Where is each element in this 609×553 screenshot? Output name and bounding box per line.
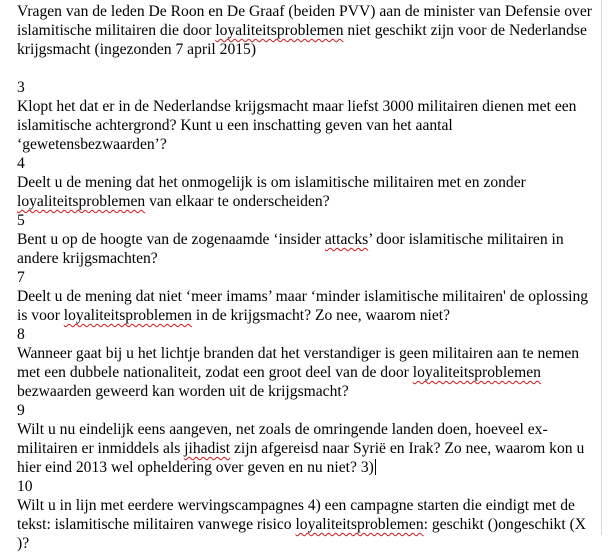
question-text-part: : geschikt ()ongeschikt (X )? — [17, 516, 587, 552]
spelling-error-word[interactable]: loyaliteitsproblemen — [412, 364, 541, 381]
question-text — [17, 230, 601, 268]
question-number: 10 — [17, 478, 33, 495]
question-text — [17, 173, 601, 211]
question-number: 8 — [17, 326, 25, 343]
spelling-error-word[interactable]: loyaliteitsproblemen — [17, 193, 146, 210]
spelling-error-word[interactable]: attacks — [324, 231, 369, 248]
question-text — [17, 420, 601, 477]
question-number: 9 — [17, 402, 25, 419]
spelling-error-word[interactable]: loyaliteitsproblemen — [215, 22, 344, 39]
question-text — [17, 496, 601, 553]
spelling-error-word[interactable]: loyaliteitsproblemen — [63, 307, 192, 324]
question-number: 5 — [17, 212, 25, 229]
question-text-part: bezwaarden geweerd kan worden uit de krijgsmacht? — [17, 383, 349, 400]
question-number: 4 — [17, 155, 25, 172]
question-text: Klopt het dat er in de Nederlandse krijgsmacht maar liefst 3000 militairen dienen met een islamitische achtergrond? Kunt u een inschatting geven van het aantal ‘gewetensbezwaarden’? — [17, 98, 577, 153]
question-text-part: Wilt u in lijn met eerdere wervingscampagnes 4) een campagne starten die eindigt met de tekst: islamitische militairen vanwege risico — [17, 497, 575, 533]
document-body[interactable] — [17, 2, 601, 553]
question-text-part: ’ door islamitische militairen in andere krijgsmachten? — [17, 231, 564, 267]
question-text-part: Wanneer gaat bij u het lichtje branden dat het verstandiger is geen militairen aan te nemen met een dubbele nationaliteit, zodat een groot deel van de door — [17, 345, 580, 381]
document-intro — [17, 2, 601, 59]
intro-text-part1: Vragen van de leden De Roon en De Graaf (beiden PVV) aan de minister van Defensie over islamitische militairen die door — [17, 3, 592, 39]
question-text — [17, 287, 601, 325]
question-text-part: Deelt u de mening dat niet ‘meer imams’ maar ‘minder islamitische militairen' de oplossing is voor — [17, 288, 589, 324]
page-edge-divider — [601, 0, 602, 535]
question-text-part: Bent u op de hoogte van de zogenaamde ‘insider — [17, 231, 325, 248]
question-text-part: van elkaar te onderscheiden? — [145, 193, 330, 210]
blank-line — [17, 59, 601, 78]
text-cursor — [375, 459, 376, 475]
intro-text-part2: niet geschikt zijn voor de Nederlandse krijgsmacht (ingezonden 7 april 2015) — [17, 22, 587, 58]
spelling-error-word[interactable]: jihadist — [184, 440, 231, 457]
question-text-part: Wilt u nu eindelijk eens aangeven, net zoals de omringende landen doen, hoeveel ex-militairen er inmiddels als — [17, 421, 548, 457]
spelling-error-word[interactable]: loyaliteitsproblemen — [295, 516, 424, 533]
question-text-part: in de krijgsmacht? Zo nee, waarom niet? — [191, 307, 451, 324]
question-number: 7 — [17, 269, 25, 286]
question-number: 3 — [17, 79, 25, 96]
question-text — [17, 344, 601, 401]
question-text-part: zijn afgereisd naar Syrië en Irak? Zo nee, waarom kon u hier eind 2013 wel opheldering over geven en nu niet? 3) — [17, 440, 585, 476]
question-text-part: Deelt u de mening dat het onmogelijk is om islamitische militairen met en zonder — [17, 174, 526, 191]
